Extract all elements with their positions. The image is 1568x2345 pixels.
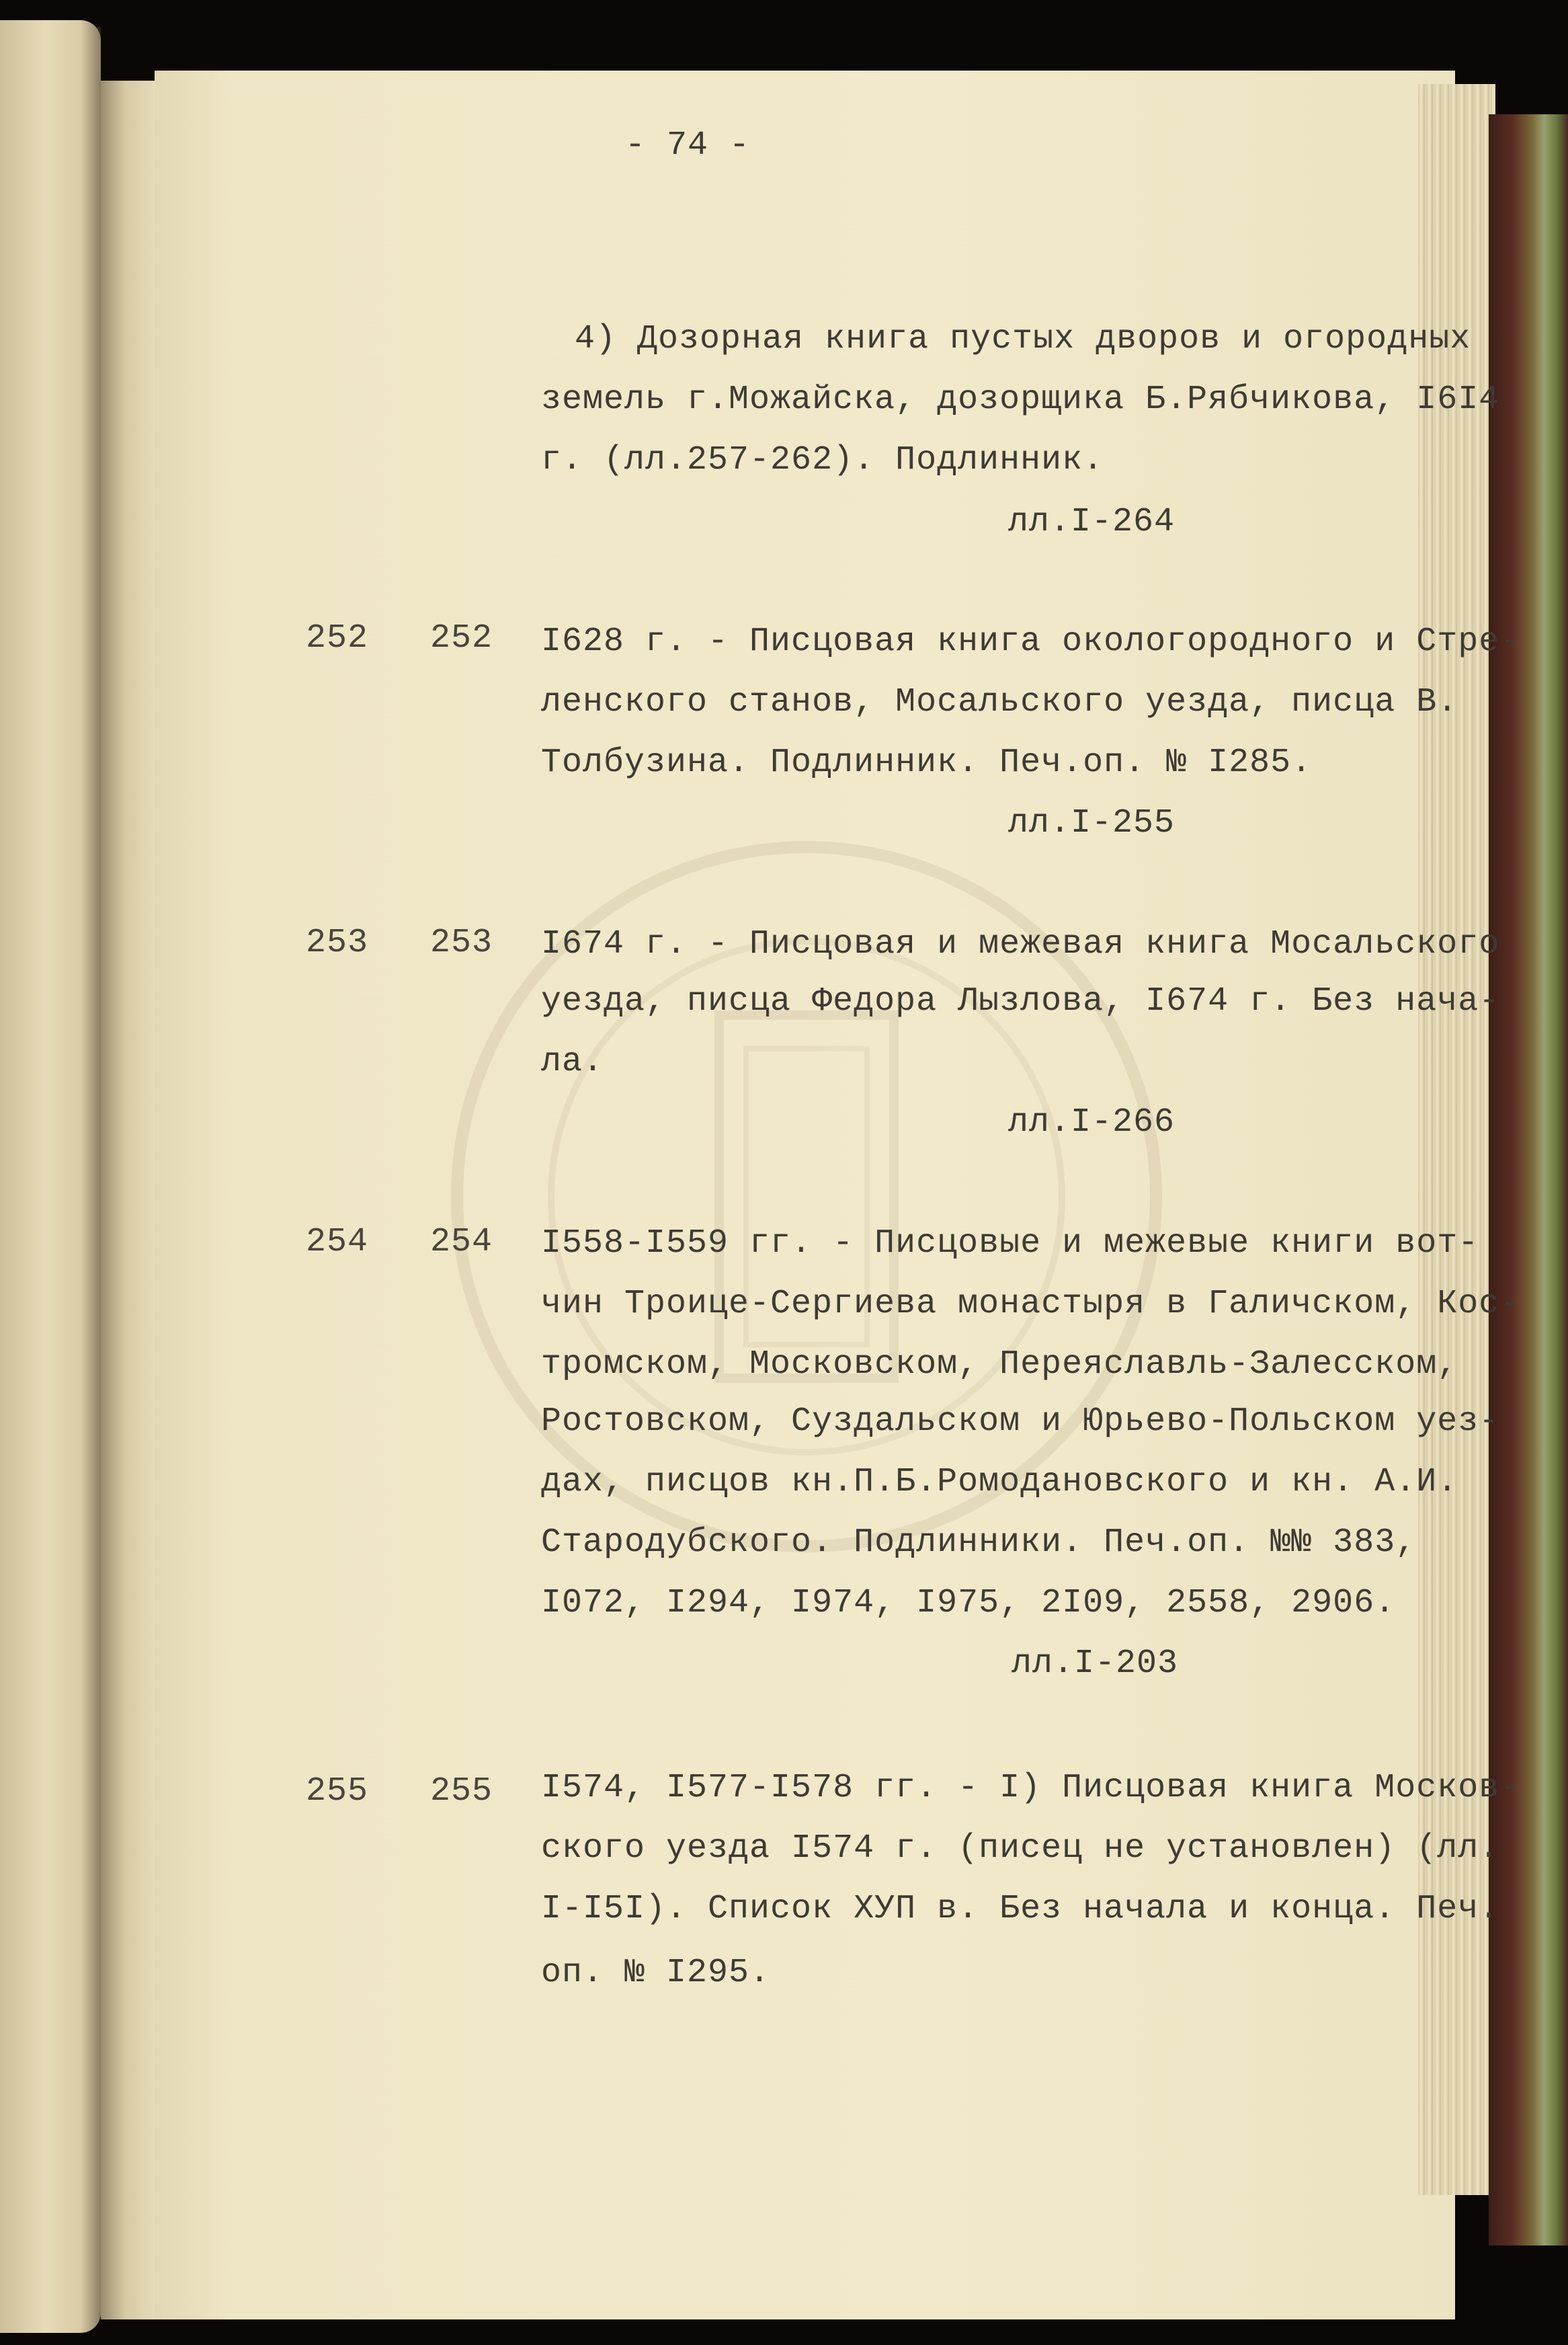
entry-254-line-3: Ростовском, Суздальском и Юрьево-Польском уез-: [541, 1402, 1500, 1441]
entry-255-line-1: ского уезда I574 г. (писец не установлен) (лл.: [541, 1829, 1500, 1868]
left-page-edge: [0, 20, 101, 2333]
entry-0-sheets: лл.I-264: [1008, 503, 1175, 541]
entry-252-inventory-number: 252: [306, 619, 369, 658]
entry-254-line-0: I558-I559 гг. - Писцовые и межевые книги вот-: [541, 1224, 1479, 1263]
entry-252-old-number: 252: [430, 619, 493, 658]
entry-254-inventory-number: 254: [306, 1223, 369, 1261]
entry-253-old-number: 253: [430, 924, 493, 962]
entry-254-line-1: чин Троице-Сергиева монастыря в Галичском, Кос-: [541, 1285, 1521, 1323]
entry-0-line-2: г. (лл.257-262). Подлинник.: [541, 441, 1104, 479]
entry-252-line-0: I628 г. - Писцовая книга окологородного и Стре-: [541, 623, 1521, 661]
entry-255-line-2: I-I5I). Список ХУП в. Без начала и конца. Печ.: [541, 1890, 1500, 1928]
entry-252-line-2: Толбузина. Подлинник. Печ.оп. № I285.: [541, 744, 1313, 782]
entry-254-line-4: дах, писцов кн.П.Б.Ромодановского и кн. А.И.: [541, 1463, 1458, 1501]
entry-253-line-0: I674 г. - Писцовая и межевая книга Мосальского: [541, 925, 1500, 963]
entry-255-line-3: оп. № I295.: [541, 1954, 771, 1992]
entry-255-inventory-number: 255: [306, 1772, 369, 1811]
entry-253-line-1: уезда, писца Федора Лызлова, I674 г. Без нача-: [541, 982, 1500, 1021]
right-cover-marbled: [1489, 114, 1568, 2245]
entry-254-line-6: I072, I294, I974, I975, 2I09, 2558, 2906.: [541, 1584, 1396, 1622]
entry-253-line-2: ла.: [541, 1043, 604, 1081]
entry-254-sheets: лл.I-203: [1012, 1644, 1179, 1683]
entry-255-line-0: I574, I577-I578 гг. - I) Писцовая книга Москов-: [541, 1769, 1521, 1807]
entry-254-line-2: тромском, Московском, Переяславль-Залесском,: [541, 1345, 1458, 1384]
entry-254-old-number: 254: [430, 1223, 493, 1261]
page-number: - 74 -: [625, 126, 751, 165]
entry-254-line-5: Стародубского. Подлинники. Печ.оп. №№ 383,: [541, 1523, 1417, 1562]
entry-255-old-number: 255: [430, 1772, 493, 1811]
book-gutter: [101, 81, 161, 2319]
entry-253-sheets: лл.I-266: [1008, 1103, 1175, 1142]
entry-253-inventory-number: 253: [306, 924, 369, 962]
entry-0-line-1: земель г.Можайска, дозорщика Б.Рябчикова, I6I4: [541, 381, 1500, 419]
entry-252-line-1: ленского станов, Мосальского уезда, писца В.: [541, 683, 1458, 721]
entry-252-sheets: лл.I-255: [1008, 804, 1175, 842]
entry-0-line-0: 4) Дозорная книга пустых дворов и огородных: [575, 320, 1471, 358]
